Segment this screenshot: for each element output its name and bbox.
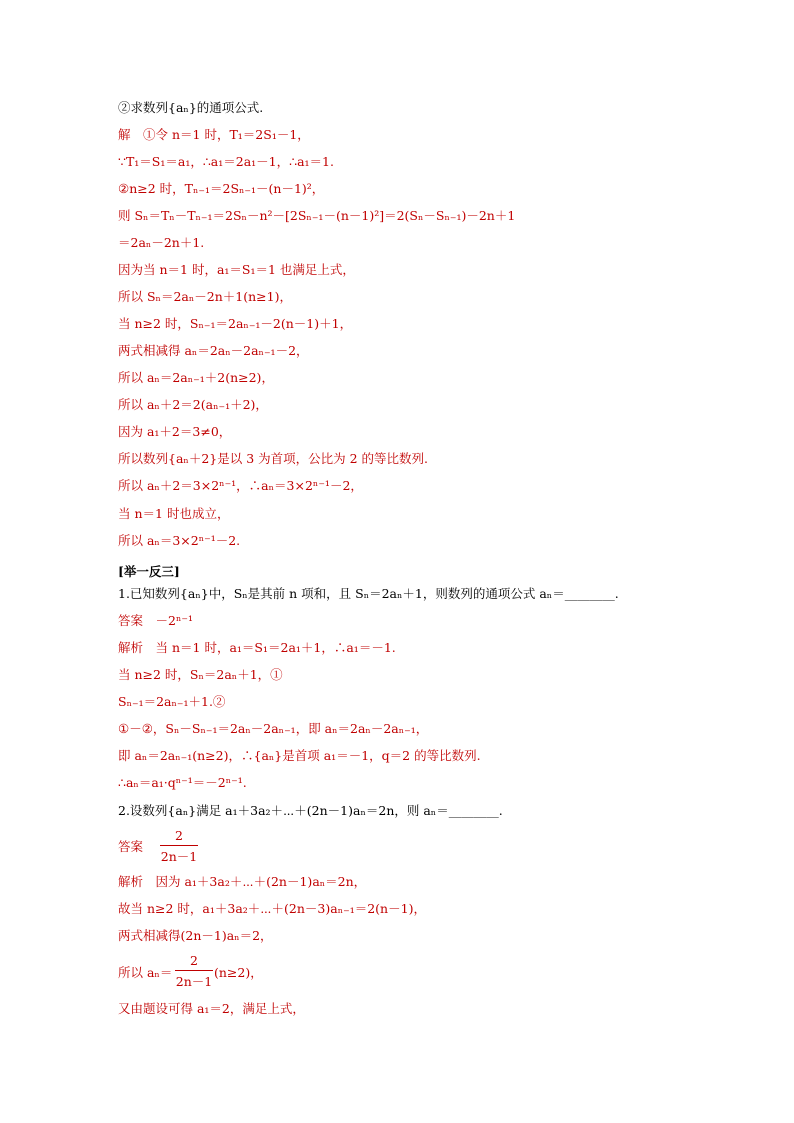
- ex1-analysis-3: Sₙ₋₁＝2aₙ₋₁＋1.②: [118, 694, 226, 709]
- solution-line-14: 所以 aₙ＋2＝3×2ⁿ⁻¹，∴aₙ＝3×2ⁿ⁻¹－2，: [118, 478, 363, 493]
- ex2-answer-numerator: 2: [175, 828, 183, 843]
- solution-line-8: 当 n≥2 时，Sₙ₋₁＝2aₙ₋₁－2(n－1)＋1，: [118, 316, 353, 331]
- fraction-bar: [160, 845, 198, 846]
- ex2-line-fraction: [175, 953, 213, 993]
- ex1-analysis-1: 解析 当 n＝1 时，a₁＝S₁＝2a₁＋1，∴a₁＝－1.: [118, 640, 396, 655]
- solution-line-3: ②n≥2 时，Tₙ₋₁＝2Sₙ₋₁－(n－1)²，: [118, 181, 325, 196]
- ex2-line-suffix: (n≥2)，: [214, 965, 263, 980]
- solution-line-9: 两式相减得 aₙ＝2aₙ－2aₙ₋₁－2，: [118, 343, 309, 358]
- ex1-analysis-5: 即 aₙ＝2aₙ₋₁(n≥2)，∴{aₙ}是首项 a₁＝－1，q＝2 的等比数列.: [118, 748, 481, 763]
- ex2-question: 2.设数列{aₙ}满足 a₁＋3a₂＋⋯＋(2n－1)aₙ＝2n，则 aₙ＝________.: [118, 803, 503, 818]
- ex2-line-numerator: 2: [190, 953, 198, 968]
- ex2-answer-fraction: [160, 828, 198, 868]
- section-header: [举一反三]: [118, 564, 180, 579]
- solution-line-15: 当 n＝1 时也成立，: [118, 506, 230, 521]
- ex2-last-line: 又由题设可得 a₁＝2，满足上式，: [118, 1001, 305, 1016]
- solution-line-10: 所以 aₙ＝2aₙ₋₁＋2(n≥2)，: [118, 370, 274, 385]
- ex2-analysis-3: 两式相减得(2n－1)aₙ＝2，: [118, 928, 273, 943]
- solution-line-12: 因为 a₁＋2＝3≠0，: [118, 424, 232, 439]
- ex1-analysis-4: ①－②，Sₙ－Sₙ₋₁＝2aₙ－2aₙ₋₁，即 aₙ＝2aₙ－2aₙ₋₁，: [118, 721, 429, 736]
- ex2-analysis-2: 故当 n≥2 时，a₁＋3a₂＋⋯＋(2n－3)aₙ₋₁＝2(n－1)，: [118, 901, 426, 916]
- ex2-line-prefix: 所以 aₙ＝: [118, 965, 173, 980]
- ex1-answer: 答案 －2ⁿ⁻¹: [118, 613, 193, 628]
- ex2-line-denominator: 2n－1: [175, 974, 213, 989]
- solution-line-6: 因为当 n＝1 时，a₁＝S₁＝1 也满足上式，: [118, 262, 355, 277]
- ex1-question: 1.已知数列{aₙ}中，Sₙ是其前 n 项和，且 Sₙ＝2aₙ＋1，则数列的通项公式 aₙ＝________.: [118, 586, 619, 601]
- solution-line-13: 所以数列{aₙ＋2}是以 3 为首项，公比为 2 的等比数列.: [118, 451, 428, 466]
- solution-line-2: ∵T₁＝S₁＝a₁，∴a₁＝2a₁－1，∴a₁＝1.: [118, 154, 334, 169]
- problem-part2: ②求数列{aₙ}的通项公式.: [118, 100, 264, 115]
- ex2-answer-denominator: 2n－1: [160, 849, 198, 864]
- ex2-answer-label: 答案: [118, 839, 144, 854]
- solution-line-4: 则 Sₙ＝Tₙ－Tₙ₋₁＝2Sₙ－n²－[2Sₙ₋₁－(n－1)²]＝2(Sₙ－Sₙ₋₁)－2n＋1: [118, 208, 516, 223]
- solution-line-7: 所以 Sₙ＝2aₙ－2n＋1(n≥1)，: [118, 289, 292, 304]
- ex2-analysis-1: 解析 因为 a₁＋3a₂＋⋯＋(2n－1)aₙ＝2n，: [118, 874, 367, 889]
- ex1-analysis-2: 当 n≥2 时，Sₙ＝2aₙ＋1，①: [118, 667, 283, 682]
- solution-line-16: 所以 aₙ＝3×2ⁿ⁻¹－2.: [118, 533, 241, 548]
- solution-line-11: 所以 aₙ＋2＝2(aₙ₋₁＋2)，: [118, 397, 268, 412]
- ex1-analysis-6: ∴aₙ＝a₁·qⁿ⁻¹＝－2ⁿ⁻¹.: [118, 775, 247, 790]
- solution-line-5: ＝2aₙ－2n＋1.: [118, 235, 205, 250]
- fraction-bar: [175, 970, 213, 971]
- solution-line-1: 解 ①令 n＝1 时，T₁＝2S₁－1，: [118, 127, 310, 142]
